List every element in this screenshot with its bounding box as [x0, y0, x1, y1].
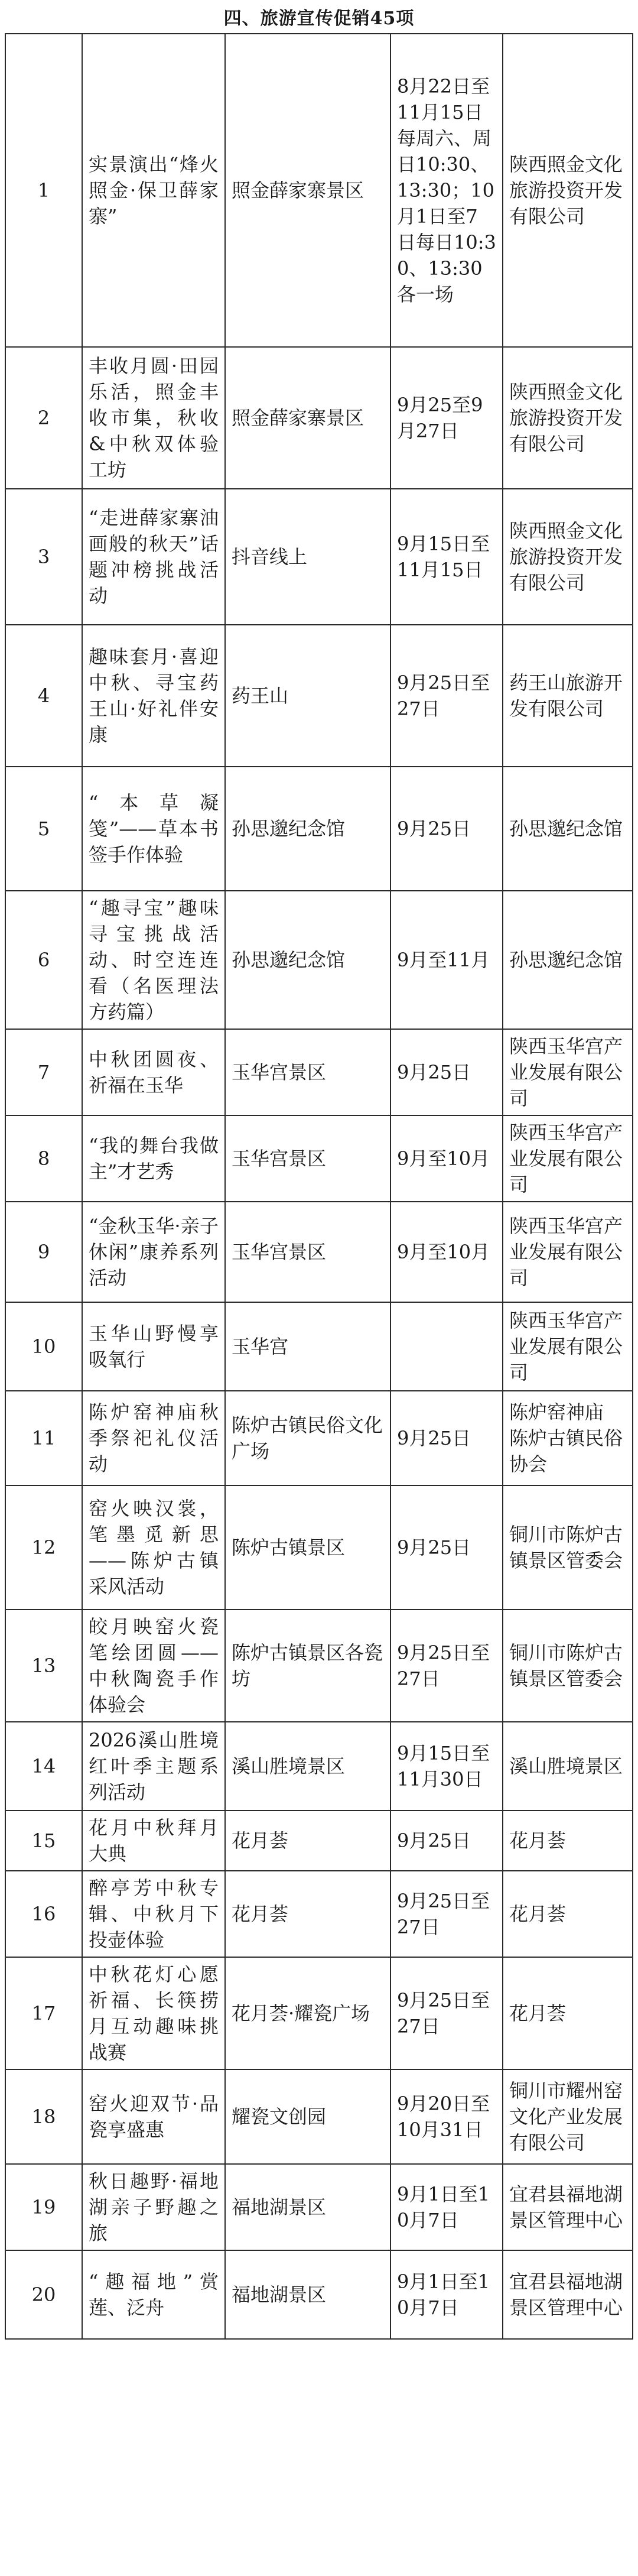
- row-number-cell: 20: [5, 2250, 82, 2339]
- organizer-cell: 孙思邈纪念馆: [503, 891, 633, 1029]
- row-number-cell: 14: [5, 1722, 82, 1811]
- time-cell: 9月25日: [390, 1485, 503, 1610]
- event-cell: 2026溪山胜境红叶季主题系列活动: [82, 1722, 225, 1811]
- event-cell: “本草凝笺”——草本书签手作体验: [82, 767, 225, 891]
- location-cell: 抖音线上: [225, 489, 390, 625]
- row-number-cell: 13: [5, 1610, 82, 1722]
- organizer-cell: 花月荟: [503, 1957, 633, 2069]
- location-cell: 孙思邈纪念馆: [225, 767, 390, 891]
- table-row: [5, 347, 633, 489]
- row-number-cell: 12: [5, 1485, 82, 1610]
- time-cell: 9月25日至27日: [390, 625, 503, 767]
- event-cell: 醉亭芳中秋专辑、中秋月下投壶体验: [82, 1871, 225, 1957]
- event-cell: 皎月映窑火瓷笔绘团圆——中秋陶瓷手作体验会: [82, 1610, 225, 1722]
- location-cell: 玉华宫景区: [225, 1029, 390, 1115]
- row-number-cell: 10: [5, 1302, 82, 1391]
- event-cell: 趣味套月·喜迎中秋、寻宝药王山·好礼伴安康: [82, 625, 225, 767]
- row-number-cell: 9: [5, 1202, 82, 1302]
- table-row: [5, 2250, 633, 2339]
- time-cell: 9月25日至27日: [390, 1610, 503, 1722]
- organizer-cell: 宜君县福地湖景区管理中心: [503, 2164, 633, 2250]
- table-row: [5, 1957, 633, 2069]
- row-number-cell: 17: [5, 1957, 82, 2069]
- event-cell: 窑火映汉裳，笔墨觅新思——陈炉古镇采风活动: [82, 1485, 225, 1610]
- event-cell: 中秋花灯心愿祈福、长筷捞月互动趣味挑战赛: [82, 1957, 225, 2069]
- location-cell: 陈炉古镇景区各瓷坊: [225, 1610, 390, 1722]
- organizer-cell: 铜川市陈炉古镇景区管委会: [503, 1610, 633, 1722]
- organizer-cell: 宜君县福地湖景区管理中心: [503, 2250, 633, 2339]
- time-cell: 9月25日: [390, 1391, 503, 1485]
- organizer-cell: 铜川市耀州窑文化产业发展有限公司: [503, 2069, 633, 2164]
- location-cell: 陈炉古镇民俗文化广场: [225, 1391, 390, 1485]
- location-cell: 耀瓷文创园: [225, 2069, 390, 2164]
- time-cell: 9月15日至11月15日: [390, 489, 503, 625]
- event-cell: 花月中秋拜月大典: [82, 1811, 225, 1871]
- time-cell: 9月25日: [390, 1029, 503, 1115]
- time-cell: 9月15日至11月30日: [390, 1722, 503, 1811]
- time-cell: 9月1日至10月7日: [390, 2250, 503, 2339]
- time-cell: 9月1日至10月7日: [390, 2164, 503, 2250]
- location-cell: 玉华宫: [225, 1302, 390, 1391]
- event-cell: 丰收月圆·田园乐活，照金丰收市集，秋收&中秋双体验工坊: [82, 347, 225, 489]
- time-cell: 9月至10月: [390, 1115, 503, 1202]
- event-cell: “走进薛家寨油画般的秋天”话题冲榜挑战活动: [82, 489, 225, 625]
- row-number-cell: 11: [5, 1391, 82, 1485]
- row-number-cell: 2: [5, 347, 82, 489]
- organizer-cell: 陈炉窑神庙 陈炉古镇民俗协会: [503, 1391, 633, 1485]
- location-cell: 玉华宫景区: [225, 1115, 390, 1202]
- page-title: 四、旅游宣传促销45项: [223, 8, 415, 29]
- table-row: [5, 1871, 633, 1957]
- row-number-cell: 7: [5, 1029, 82, 1115]
- organizer-cell: 陕西玉华宫产业发展有限公司: [503, 1115, 633, 1202]
- row-number-cell: 19: [5, 2164, 82, 2250]
- table-row: [5, 1610, 633, 1722]
- organizer-cell: 陕西照金文化旅游投资开发有限公司: [503, 489, 633, 625]
- time-cell: 8月22日至11月15日每周六、周日10:30、13:30；10月1日至7日每日10:30、13:30各一场: [390, 34, 503, 347]
- organizer-cell: 陕西玉华宫产业发展有限公司: [503, 1202, 633, 1302]
- location-cell: 玉华宫景区: [225, 1202, 390, 1302]
- organizer-cell: 陕西玉华宫产业发展有限公司: [503, 1302, 633, 1391]
- table-row: [5, 1485, 633, 1610]
- table-row: [5, 1302, 633, 1391]
- row-number-cell: 3: [5, 489, 82, 625]
- organizer-cell: 铜川市陈炉古镇景区管委会: [503, 1485, 633, 1610]
- location-cell: 照金薛家寨景区: [225, 34, 390, 347]
- location-cell: 药王山: [225, 625, 390, 767]
- event-cell: 中秋团圆夜、祈福在玉华: [82, 1029, 225, 1115]
- row-number-cell: 16: [5, 1871, 82, 1957]
- table-row: [5, 891, 633, 1029]
- event-cell: 秋日趣野·福地湖亲子野趣之旅: [82, 2164, 225, 2250]
- organizer-cell: 花月荟: [503, 1871, 633, 1957]
- event-cell: 陈炉窑神庙秋季祭祀礼仪活动: [82, 1391, 225, 1485]
- time-cell: 9月25日至27日: [390, 1871, 503, 1957]
- table-row: [5, 1391, 633, 1485]
- time-cell: 9月至11月: [390, 891, 503, 1029]
- organizer-cell: 孙思邈纪念馆: [503, 767, 633, 891]
- location-cell: 福地湖景区: [225, 2164, 390, 2250]
- row-number-cell: 1: [5, 34, 82, 347]
- table-row: [5, 625, 633, 767]
- location-cell: 花月荟: [225, 1871, 390, 1957]
- time-cell: 9月25日至27日: [390, 1957, 503, 2069]
- organizer-cell: 陕西玉华宫产业发展有限公司: [503, 1029, 633, 1115]
- time-cell: 9月至10月: [390, 1202, 503, 1302]
- row-number-cell: 18: [5, 2069, 82, 2164]
- promotion-table: [5, 33, 633, 2340]
- table-row: [5, 2164, 633, 2250]
- time-cell: 9月25至9月27日: [390, 347, 503, 489]
- table-row: [5, 1722, 633, 1811]
- time-cell: 9月25日: [390, 767, 503, 891]
- table-row: [5, 34, 633, 347]
- table-row: [5, 767, 633, 891]
- event-cell: 窑火迎双节·品瓷享盛惠: [82, 2069, 225, 2164]
- row-number-cell: 6: [5, 891, 82, 1029]
- row-number-cell: 15: [5, 1811, 82, 1871]
- event-cell: “我的舞台我做主”才艺秀: [82, 1115, 225, 1202]
- table-row: [5, 1811, 633, 1871]
- location-cell: 福地湖景区: [225, 2250, 390, 2339]
- event-cell: “趣福地”赏莲、泛舟: [82, 2250, 225, 2339]
- location-cell: 陈炉古镇景区: [225, 1485, 390, 1610]
- row-number-cell: 5: [5, 767, 82, 891]
- time-cell: 9月25日: [390, 1811, 503, 1871]
- table-row: [5, 1029, 633, 1115]
- event-cell: “趣寻宝”趣味寻宝挑战活动、时空连连看（名医理法方药篇）: [82, 891, 225, 1029]
- row-number-cell: 4: [5, 625, 82, 767]
- table-row: [5, 1115, 633, 1202]
- location-cell: 照金薛家寨景区: [225, 347, 390, 489]
- location-cell: 溪山胜境景区: [225, 1722, 390, 1811]
- location-cell: 花月荟: [225, 1811, 390, 1871]
- organizer-cell: 溪山胜境景区: [503, 1722, 633, 1811]
- table-body: [5, 34, 633, 2339]
- location-cell: 孙思邈纪念馆: [225, 891, 390, 1029]
- table-row: [5, 1202, 633, 1302]
- event-cell: “金秋玉华·亲子休闲”康养系列活动: [82, 1202, 225, 1302]
- event-cell: 玉华山野慢享吸氧行: [82, 1302, 225, 1391]
- row-number-cell: 8: [5, 1115, 82, 1202]
- organizer-cell: 药王山旅游开发有限公司: [503, 625, 633, 767]
- location-cell: 花月荟·耀瓷广场: [225, 1957, 390, 2069]
- time-cell: [390, 1302, 503, 1391]
- time-cell: 9月20日至10月31日: [390, 2069, 503, 2164]
- organizer-cell: 花月荟: [503, 1811, 633, 1871]
- organizer-cell: 陕西照金文化旅游投资开发有限公司: [503, 347, 633, 489]
- event-cell: 实景演出“烽火照金·保卫薛家寨”: [82, 34, 225, 347]
- table-row: [5, 2069, 633, 2164]
- organizer-cell: 陕西照金文化旅游投资开发有限公司: [503, 34, 633, 347]
- table-row: [5, 489, 633, 625]
